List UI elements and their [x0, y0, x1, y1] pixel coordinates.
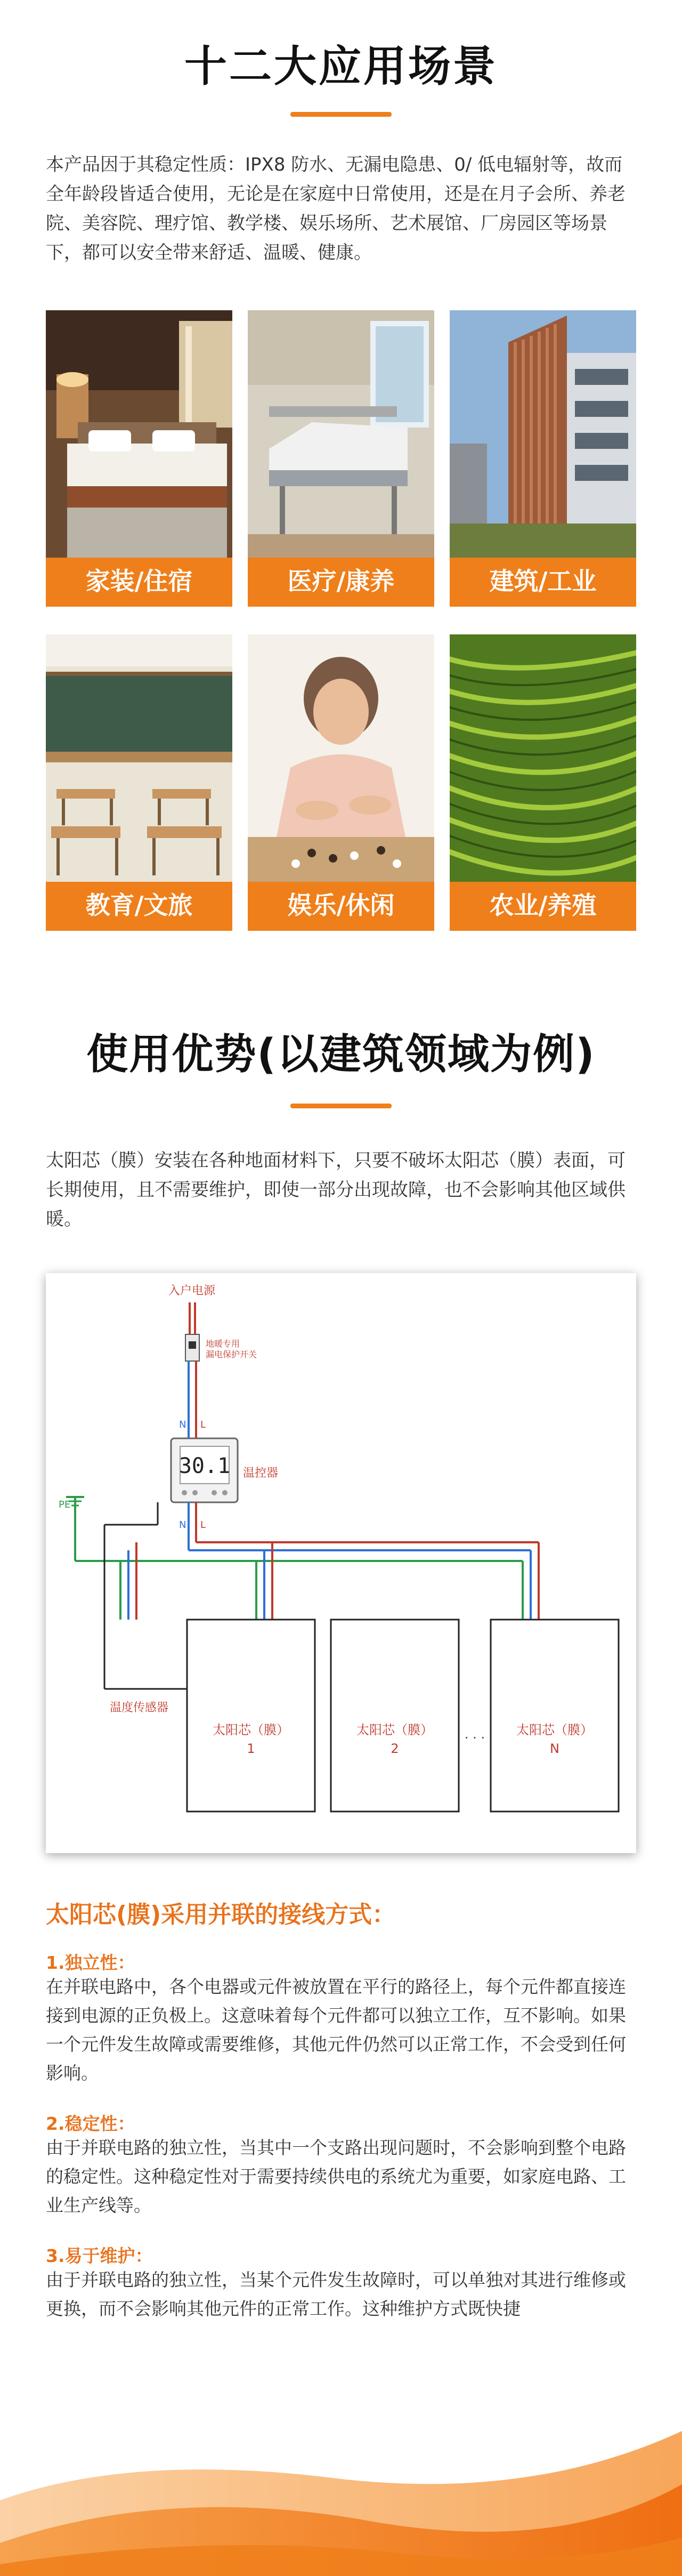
- point-title: 3.易于维护：: [46, 2245, 153, 2266]
- wiring-heading: 太阳芯(膜)采用并联的接线方式：: [46, 1901, 396, 1928]
- scene-card-education: [46, 634, 232, 931]
- section2-title: 使用优势(以建筑领域为例): [86, 1031, 596, 1078]
- svg-text:N: N: [550, 1741, 559, 1756]
- scene-card-home: [46, 310, 232, 607]
- ellipsis: · · ·: [464, 1730, 485, 1745]
- sensor-label: 温度传感器: [110, 1701, 169, 1714]
- wiring-diagram: [46, 1273, 636, 1853]
- scene-label: 建筑/工业: [489, 567, 597, 595]
- scene-label: 农业/养殖: [489, 891, 597, 920]
- svg-text:太阳芯（膜）: 太阳芯（膜）: [213, 1722, 289, 1737]
- svg-text:2: 2: [391, 1741, 399, 1756]
- scene-label: 医疗/康养: [287, 567, 395, 595]
- svg-text:太阳芯（膜）: 太阳芯（膜）: [516, 1722, 593, 1737]
- svg-text:L: L: [200, 1519, 206, 1531]
- breaker-label-1: 地暖专用: [206, 1339, 240, 1349]
- heating-panel: [491, 1620, 619, 1812]
- scene-card-building: [450, 310, 636, 607]
- svg-text:1: 1: [247, 1741, 255, 1756]
- rice-terrace-image: [450, 634, 636, 884]
- thermostat-label: 温控器: [243, 1467, 279, 1480]
- svg-text:太阳芯（膜）: 太阳芯（膜）: [356, 1722, 433, 1737]
- scene-card-leisure: [248, 634, 434, 931]
- heating-panel: [331, 1620, 459, 1812]
- elderly-woman-playing-image: [248, 634, 434, 884]
- section1-intro: 本产品因于其稳定性质：IPX8 防水、无漏电隐患、0/ 低电辐射等，故而全年龄段皆适合使用，无论是在家庭中日常使用，还是在月子会所、养老院、美容院、理疗馆、教学楼、娱乐场所、艺术展馆、厂房园区等场景下，都可以安全带来舒适、温暖、健康。: [46, 154, 626, 263]
- scene-label: 娱乐/休闲: [287, 891, 395, 920]
- title-underline: [290, 112, 392, 117]
- classroom-image: [46, 634, 232, 884]
- svg-text:N: N: [179, 1419, 186, 1430]
- point-text: 由于并联电路的独立性，当某个元件发生故障时，可以单独对其进行维修或更换，而不会影响其他元件的正常工作。这种维护方式既快捷: [46, 2269, 626, 2319]
- power-in-label: 入户电源: [168, 1284, 216, 1298]
- pe-label: PE: [59, 1499, 71, 1510]
- scene-label: 教育/文旅: [85, 891, 193, 920]
- point-text: 由于并联电路的独立性，当其中一个支路出现问题时，不会影响到整个电路的稳定性。这种稳定性对于需要持续供电的系统尤为重要，如家庭电路、工业生产线等。: [46, 2137, 626, 2216]
- bedroom-image: [46, 310, 232, 560]
- building-image: [450, 310, 636, 560]
- scene-card-medical: [248, 310, 434, 607]
- hospital-bed-image: [248, 310, 434, 560]
- scene-card-agriculture: [450, 634, 636, 931]
- svg-text:L: L: [200, 1419, 206, 1430]
- thermostat-display: 30.1: [178, 1454, 231, 1478]
- section2-intro: 太阳芯（膜）安装在各种地面材料下，只要不破坏太阳芯（膜）表面，可长期使用，且不需要维护，即使一部分出现故障，也不会影响其他区域供暖。: [46, 1150, 626, 1230]
- breaker-icon: [185, 1334, 199, 1361]
- point-title: 1.独立性：: [46, 1952, 135, 1973]
- title-underline: [290, 1104, 392, 1108]
- point-title: 2.稳定性：: [46, 2113, 135, 2134]
- svg-text:N: N: [179, 1519, 186, 1531]
- scene-label: 家装/住宿: [85, 567, 193, 595]
- thermostat-icon: [171, 1438, 238, 1502]
- footer-wave-decoration: [0, 2420, 682, 2576]
- breaker-label-2: 漏电保护开关: [206, 1349, 257, 1359]
- point-text: 在并联电路中，各个电器或元件被放置在平行的路径上，每个元件都直接连接到电源的正负极上。这意味着每个元件都可以独立工作，互不影响。如果一个元件发生故障或需要维修，其他元件仍然可以正常工作，不会受到任何影响。: [46, 1976, 626, 2083]
- section1-title: 十二大应用场景: [184, 42, 498, 91]
- heating-panel: [187, 1620, 315, 1812]
